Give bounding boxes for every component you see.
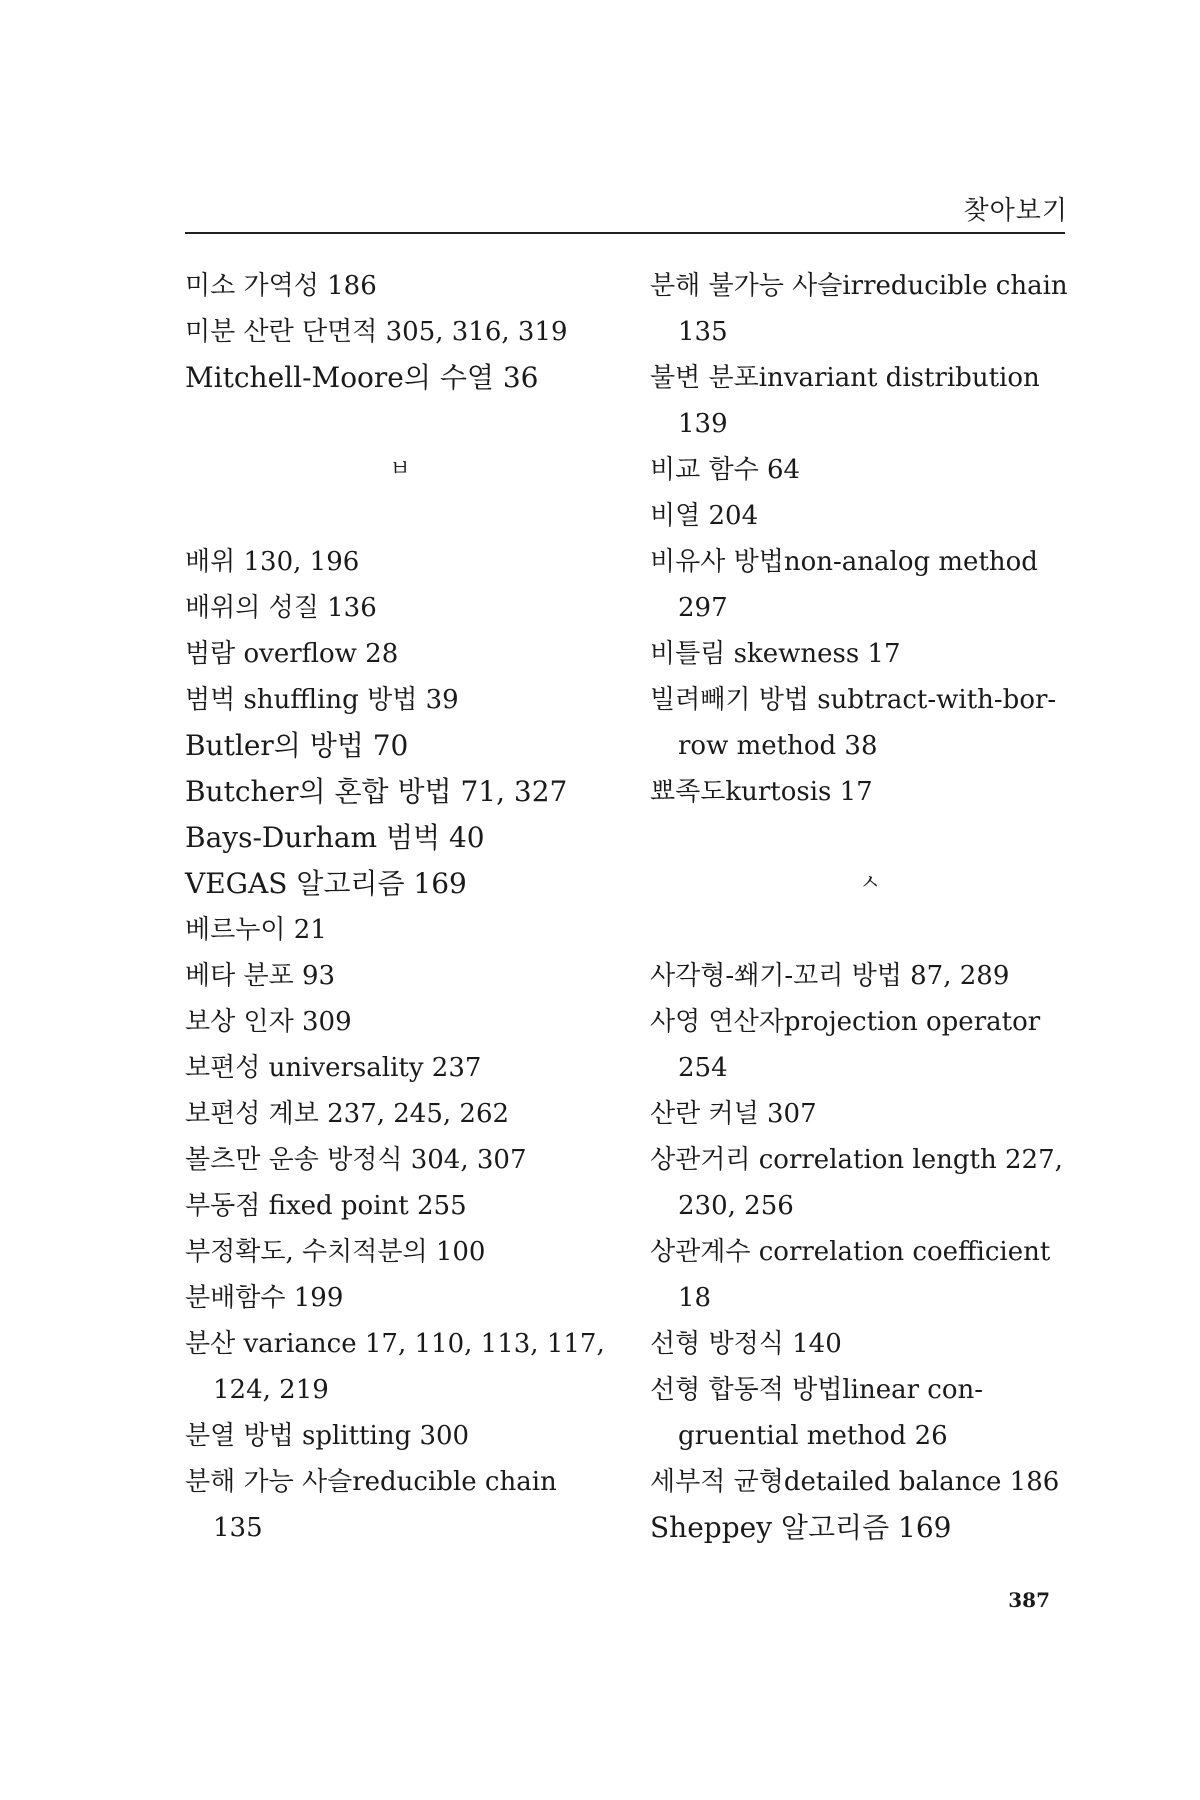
page-number: 387 (1008, 1588, 1050, 1612)
index-entry: 보편성 계보 237, 245, 262 (185, 1099, 510, 1129)
index-entry: 분배함수 199 (185, 1283, 344, 1313)
index-entry: 불변 분포invariant distribution (650, 363, 1040, 393)
header-rule (185, 232, 1065, 234)
index-entry: 사영 연산자projection operator (650, 1007, 1041, 1037)
index-entry-continuation: 135 (678, 317, 728, 347)
index-entry-continuation: row method 38 (678, 731, 878, 761)
index-entry-continuation: 124, 219 (213, 1375, 329, 1405)
index-entry-continuation: 297 (678, 593, 728, 623)
index-entry: 상관계수 correlation coefficient (650, 1237, 1051, 1267)
index-entry: 미분 산란 단면적 305, 316, 319 (185, 317, 568, 347)
index-entry: Mitchell-Moore의 수열 36 (185, 361, 539, 394)
index-entry: 분산 variance 17, 110, 113, 117, (185, 1329, 605, 1359)
index-entry: 볼츠만 운송 방정식 304, 307 (185, 1145, 527, 1175)
index-entry: Sheppey 알고리즘 169 (650, 1511, 952, 1544)
index-entry: 미소 가역성 186 (185, 271, 377, 301)
index-entry: 베르누이 21 (185, 915, 327, 945)
index-entry: 뾰족도kurtosis 17 (650, 777, 873, 807)
index-entry: 선형 방정식 140 (650, 1329, 842, 1359)
index-entry: Butcher의 혼합 방법 71, 327 (185, 775, 568, 808)
index-entry-continuation: 18 (678, 1283, 712, 1313)
section-letter-bieup: ㅂ (389, 457, 411, 482)
index-entry: Bays-Durham 범벅 40 (185, 821, 485, 854)
index-column-right (650, 263, 1090, 1551)
index-spacer (185, 493, 615, 539)
index-entry: 빌려빼기 방법 subtract-with-bor- (650, 685, 1057, 715)
index-spacer (650, 815, 1090, 861)
index-entry-continuation: gruential method 26 (678, 1421, 948, 1451)
running-head: 찾아보기 (963, 196, 1068, 226)
index-entry-continuation: 135 (213, 1513, 263, 1543)
index-entry: 베타 분포 93 (185, 961, 336, 991)
index-entry: 분해 가능 사슬reducible chain (185, 1467, 557, 1497)
index-entry: 범람 overflow 28 (185, 639, 399, 669)
index-entry: VEGAS 알고리즘 169 (185, 867, 467, 900)
index-column-left (185, 263, 615, 1551)
index-entry: 배위 130, 196 (185, 547, 360, 577)
index-entry: 비교 함수 64 (650, 455, 801, 485)
index-entry: Butler의 방법 70 (185, 729, 409, 762)
index-entry-continuation: 139 (678, 409, 728, 439)
index-spacer (650, 907, 1090, 953)
index-entry: 비유사 방법non-analog method (650, 547, 1038, 577)
index-entry-continuation: 230, 256 (678, 1191, 794, 1221)
index-entry: 분열 방법 splitting 300 (185, 1421, 470, 1451)
index-entry-continuation: 254 (678, 1053, 728, 1083)
index-entry: 부정확도, 수치적분의 100 (185, 1237, 486, 1267)
index-entry: 배위의 성질 136 (185, 593, 377, 623)
index-entry: 산란 커널 307 (650, 1099, 817, 1129)
index-entry: 선형 합동적 방법linear con- (650, 1375, 984, 1405)
index-entry: 비틀림 skewness 17 (650, 639, 901, 669)
index-entry: 사각형-쐐기-꼬리 방법 87, 289 (650, 961, 1010, 991)
index-spacer (185, 401, 615, 447)
index-entry: 범벅 shuffling 방법 39 (185, 685, 459, 715)
index-entry: 보편성 universality 237 (185, 1053, 482, 1083)
index-entry: 보상 인자 309 (185, 1007, 352, 1037)
index-entry: 분해 불가능 사슬irreducible chain (650, 271, 1068, 301)
index-entry: 부동점 fixed point 255 (185, 1191, 467, 1221)
section-letter-siot: ㅅ (859, 871, 881, 896)
index-entry: 비열 204 (650, 501, 759, 531)
index-entry: 상관거리 correlation length 227, (650, 1145, 1063, 1175)
index-entry: 세부적 균형detailed balance 186 (650, 1467, 1060, 1497)
